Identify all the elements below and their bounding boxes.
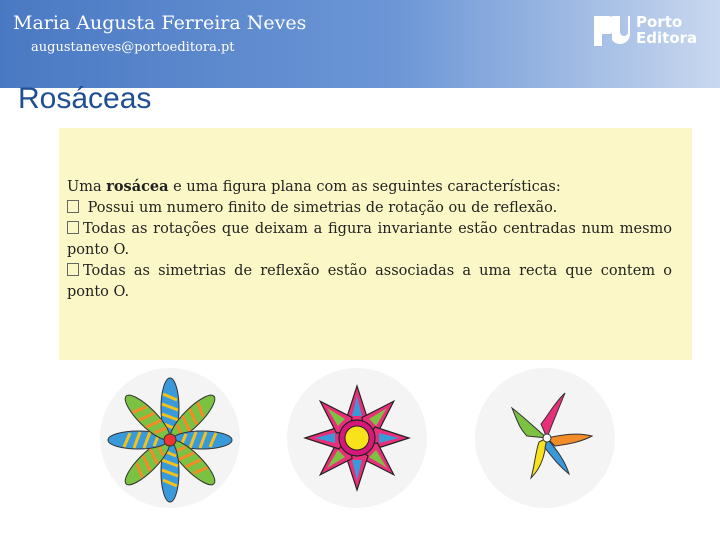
author-name: Maria Augusta Ferreira Neves xyxy=(13,12,307,34)
intro-term: rosácea xyxy=(106,178,169,195)
bullet-item xyxy=(67,198,672,219)
checkbox-bullet-icon xyxy=(67,221,79,234)
intro-pre: Uma xyxy=(67,179,107,195)
bullet-text: Possui um numero finito de simetrias de rotação ou de reflexão. xyxy=(83,200,558,216)
bullet-text: Todas as simetrias de reflexão estão associadas a uma recta que contem o ponto O. xyxy=(67,263,672,300)
logo-text xyxy=(636,14,697,46)
checkbox-bullet-icon xyxy=(67,263,79,276)
bullet-text: Todas as rotações que deixam a figura invariante estão centradas num mesmo ponto O. xyxy=(67,221,672,258)
header-banner xyxy=(0,0,720,88)
logo-mark-icon xyxy=(592,14,632,48)
logo-line-2: Editora xyxy=(636,29,698,47)
definition-box xyxy=(59,128,692,360)
page-title: Rosáceas xyxy=(18,82,152,115)
intro-line xyxy=(67,176,672,198)
porto-editora-logo xyxy=(592,14,700,48)
checkbox-bullet-icon xyxy=(67,200,79,213)
rosette-flower-icon xyxy=(287,368,427,508)
author-email: augustaneves@portoeditora.pt xyxy=(31,40,235,55)
rosette-pinwheel-icon xyxy=(475,368,615,508)
definition-text xyxy=(67,176,672,303)
rosette-striped-icon xyxy=(100,368,240,508)
bullet-item xyxy=(67,261,672,303)
bullet-item xyxy=(67,219,672,261)
intro-post: e uma figura plana com as seguintes características: xyxy=(168,179,561,195)
logo-line-1: Porto xyxy=(636,13,683,31)
